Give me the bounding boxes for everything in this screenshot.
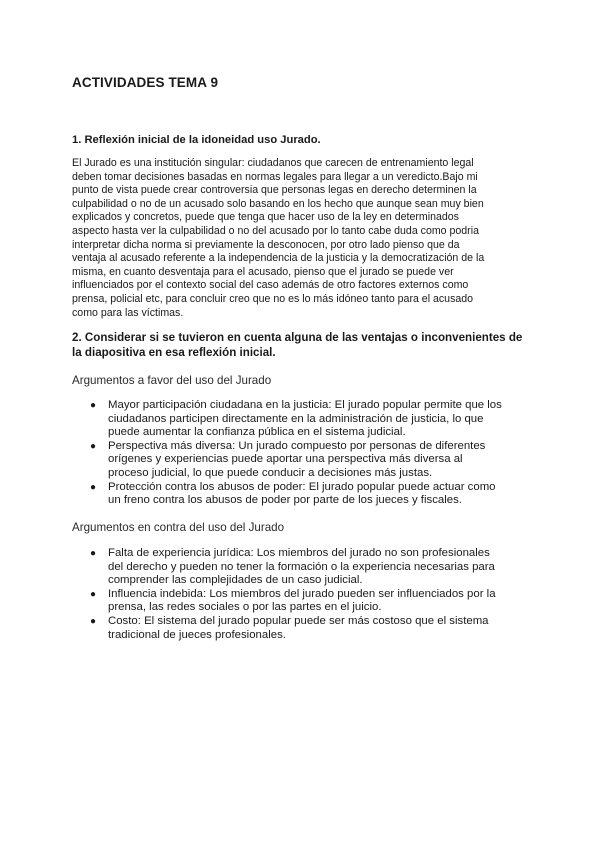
section2-heading — [72, 331, 542, 360]
list-item-line: Influencia indebida: Los miembros del jurado pueden ser influenciados por la — [108, 587, 496, 600]
bullet-icon: ● — [90, 400, 97, 411]
list-item-line: un freno contra los abusos de poder por parte de los jueces y fiscales. — [108, 494, 462, 507]
heading-line: la diapositiva en esa reflexión inicial. — [72, 345, 276, 359]
list-item-line: prensa, las redes sociales o por las partes en el juicio. — [108, 601, 382, 614]
list-item-line: Perspectiva más diversa: Un jurado compuesto por personas de diferentes — [108, 439, 486, 452]
list-item-line: proceso judicial, lo que puede conducir a decisiones más justas. — [108, 466, 433, 479]
paragraph-line: culpabilidad o no de un acusado solo basando en los hecho que aunque sean muy bien — [72, 197, 484, 210]
paragraph-line: ventaja al acusado referente a la independencia de la justicia y la democratización de la — [72, 252, 485, 265]
paragraph-line: aspecto hasta ver la culpabilidad o no del acusado por lo tanto cabe duda como podria — [72, 224, 479, 237]
bullet-icon: ● — [90, 548, 97, 559]
list-item-line: puede aumentar la confianza pública en el sistema judicial. — [108, 426, 406, 439]
list-item-line: Protección contra los abusos de poder: El jurado popular puede actuar como — [108, 480, 496, 493]
paragraph-line: deben tomar decisiones basadas en normas legales para llegar a un veredicto.Bajo mi — [72, 170, 478, 183]
favor-list — [90, 399, 540, 508]
paragraph-line: misma, en cuanto desventaja para el acusado, pienso que el jurado se puede ver — [72, 265, 454, 278]
paragraph-line: interpretar dicha norma si previamente la desconocen, por otro lado pienso que da — [72, 238, 460, 251]
list-item-line: comprender las complejidades de un caso judicial. — [108, 574, 363, 587]
list-item — [90, 615, 540, 642]
list-item-line: Mayor participación ciudadana en la justicia: El jurado popular permite que los — [108, 399, 502, 411]
bullet-icon: ● — [90, 588, 97, 600]
favor-subtitle: Argumentos a favor del uso del Jurado — [72, 374, 272, 387]
list-item-line: orígenes y experiencias puede aportar una perspectiva más diversa al — [108, 453, 463, 466]
list-item-line: tradicional de jueces profesionales. — [108, 628, 286, 641]
paragraph-line: El Jurado es una institución singular: ciudadanos que carecen de entrenamiento legal — [72, 157, 474, 169]
list-item-line: ciudadanos participen directamente en la administración de justicia, lo que — [108, 412, 484, 425]
list-item — [90, 440, 540, 481]
list-item — [90, 399, 540, 440]
paragraph-line: prensa, policial etc, para concluir creo que no es lo más idóneo tanto para el acusado — [72, 292, 474, 305]
paragraph-line: influenciados por el contexto social del caso además de otro factores externos como — [72, 279, 469, 292]
paragraph-line: explicados y concretos, puede que tenga que hacer uso de la ley en determinados — [72, 211, 459, 224]
paragraph-line: punto de vista puede crear controversia que personas legas en derecho determinen la — [72, 184, 477, 197]
list-item-line: Falta de experiencia jurídica: Los miembros del jurado no son profesionales — [108, 547, 490, 559]
list-item — [90, 547, 540, 588]
list-item-line: del derecho y pueden no tener la formación o la experiencia necesarias para — [108, 560, 495, 573]
contra-list — [90, 547, 540, 642]
contra-subtitle: Argumentos en contra del uso del Jurado — [72, 521, 285, 534]
bullet-icon: ● — [90, 615, 97, 627]
document-title: ACTIVIDADES TEMA 9 — [72, 75, 219, 90]
list-item — [90, 588, 540, 615]
section1-paragraph — [72, 157, 534, 320]
bullet-icon: ● — [90, 481, 97, 493]
section1-heading: 1. Reflexión inicial de la idoneidad uso Jurado. — [72, 134, 321, 146]
bullet-icon: ● — [90, 440, 97, 452]
paragraph-line: como para las víctimas. — [72, 306, 184, 319]
list-item-line: Costo: El sistema del jurado popular puede ser más costoso que el sistema — [108, 614, 489, 627]
heading-line: 2. Considerar si se tuvieron en cuenta alguna de las ventajas o inconvenientes de — [72, 331, 523, 344]
list-item — [90, 481, 540, 508]
